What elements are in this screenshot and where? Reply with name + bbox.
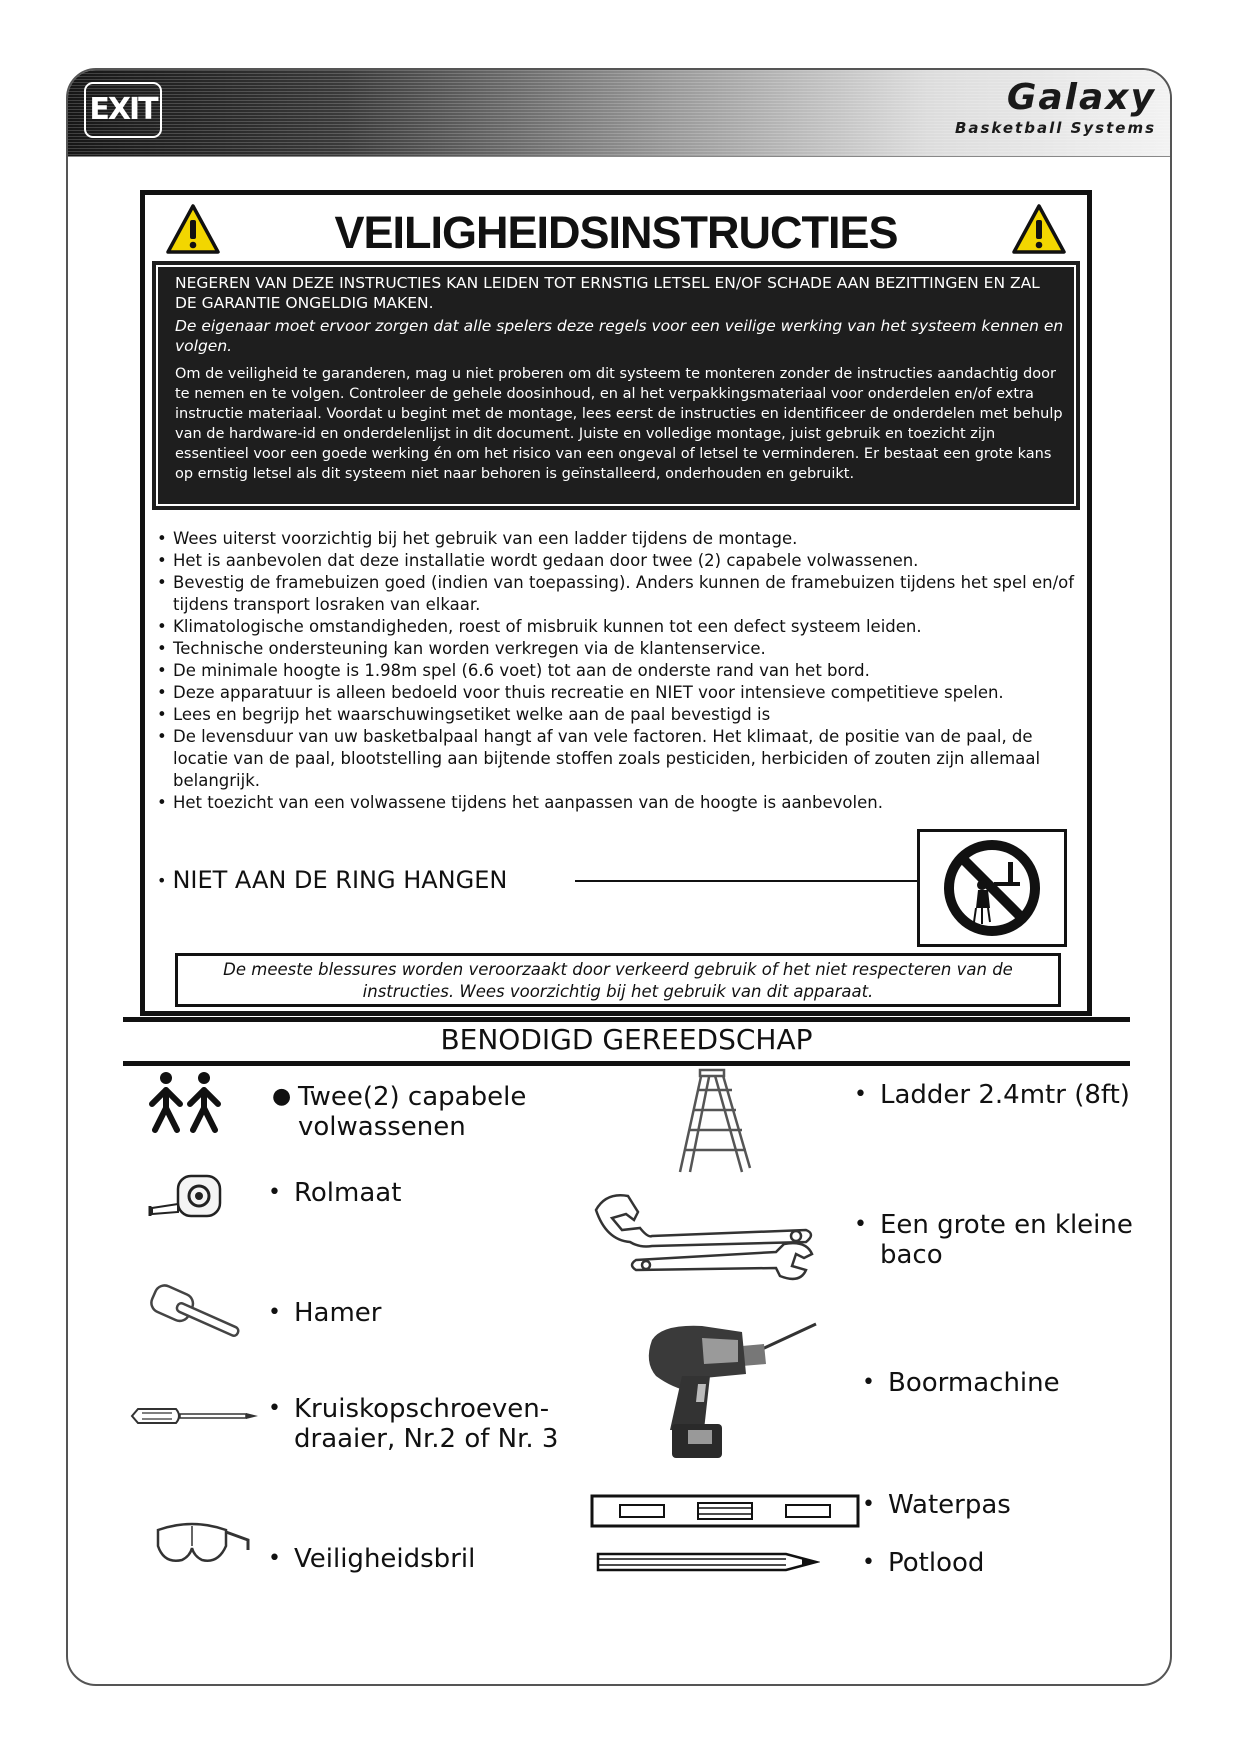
tool-drill-label: Boormachine <box>888 1368 1060 1398</box>
tool-safety-glasses-label: Veiligheidsbril <box>294 1544 476 1574</box>
safety-glasses-icon <box>152 1516 252 1572</box>
tool-hammer-label: Hamer <box>294 1298 382 1328</box>
ladder-icon <box>672 1068 752 1178</box>
list-item: • Technische ondersteuning kan worden verkregen via de klantenservice. <box>157 638 1087 660</box>
bullet-dot: • <box>862 1550 875 1575</box>
safety-instructions-box <box>140 190 1092 1016</box>
tool-wrenches-label: Een grote en kleine baco <box>880 1210 1133 1270</box>
screwdriver-icon <box>128 1402 262 1430</box>
tool-level <box>862 1490 1011 1520</box>
list-item: • De levensduur van uw basketbalpaal hangt af van vele factoren. Het klimaat, de positie van de paal, de locatie van de paal, blootstelling aan bijtende stoffen zoals pesticiden, herbiciden of zouten zijn allemaal belangrijk. <box>157 726 1087 792</box>
tool-ladder-label: Ladder 2.4mtr (8ft) <box>880 1080 1130 1110</box>
list-item: • Wees uiterst voorzichtig bij het gebruik van een ladder tijdens de montage. <box>157 528 1087 550</box>
safety-bullet-list <box>157 528 1087 814</box>
bullet-dot: • <box>854 1082 867 1107</box>
list-item: • Klimatologische omstandigheden, roest of misbruik kunnen tot een defect systeem leiden. <box>157 616 1087 638</box>
injury-note: De meeste blessures worden veroorzaakt door verkeerd gebruik of het niet respecteren van de instructies. Wees voorzichtig bij het gebruik van dit apparaat. <box>175 953 1061 1007</box>
ring-warning-leader-line <box>575 880 919 882</box>
brand-name: Galaxy <box>1006 77 1156 118</box>
tool-two-adults-label: Twee(2) capabele volwassenen <box>298 1082 527 1142</box>
ring-warning <box>157 865 507 896</box>
warning-panel <box>152 261 1080 510</box>
bullet-dot: • <box>862 1492 875 1517</box>
bullet-dot: • <box>268 1180 281 1205</box>
warning-caps-text: NEGEREN VAN DEZE INSTRUCTIES KAN LEIDEN TOT ERNSTIG LETSEL EN/OF SCHADE AAN BEZITTINGEN EN ZAL DE GARANTIE ONGELDIG MAKEN. <box>175 274 1040 312</box>
hammer-icon <box>144 1284 250 1354</box>
tool-pencil-label: Potlood <box>888 1548 985 1578</box>
tool-safety-glasses <box>268 1544 476 1574</box>
spirit-level-icon <box>590 1494 860 1528</box>
tool-level-label: Waterpas <box>888 1490 1011 1520</box>
page-header <box>68 70 1170 157</box>
no-hanging-icon <box>920 832 1064 944</box>
no-hanging-sign <box>917 829 1067 947</box>
bullet-dot: ● <box>272 1084 292 1109</box>
bullet-dot: • <box>268 1396 281 1421</box>
warning-body-text: Om de veiligheid te garanderen, mag u niet proberen om dit systeem te monteren zonder de instructies aandachtig door te nemen en te volgen. Controleer de gehele doosinhoud, en al het verpakkingsmateriaal voor onderdelen en/of extra instructie materiaal. Voordat u begint met de montage, lees eerst de instructies en identificeer de onderdelen met behulp van de hardware-id en onderdelenlijst in dit document. Juiste en volledige montage, juist gebruik en toezicht zijn essentieel voor een goede werking én om het risico van een ongeval of letsel te verminderen. Er bestaat een grote kans op ernstig letsel als dit systeem niet naar behoren is geïnstalleerd, onderhouden en gebruikt. <box>175 366 1063 482</box>
bullet-dot: • <box>268 1300 281 1325</box>
bullet-dot: • <box>854 1212 867 1237</box>
exit-logo: EXIT <box>84 82 162 138</box>
wrenches-icon <box>592 1190 820 1290</box>
galaxy-brand <box>955 78 1156 138</box>
tool-pencil <box>862 1548 985 1578</box>
brand-subtitle: Basketball Systems <box>954 119 1156 137</box>
tool-screwdriver <box>268 1394 584 1454</box>
tape-measure-icon <box>148 1172 226 1222</box>
tool-tape-measure <box>268 1178 402 1208</box>
list-item: • Het toezicht van een volwassene tijdens het aanpassen van de hoogte is aanbevolen. <box>157 792 1087 814</box>
tools-title: BENODIGD GEREEDSCHAP <box>440 1023 813 1056</box>
bullet-dot: • <box>268 1546 281 1571</box>
tool-ladder <box>854 1080 1130 1110</box>
list-item: • Het is aanbevolen dat deze installatie wordt gedaan door twee (2) capabele volwassenen. <box>157 550 1087 572</box>
list-item: • De minimale hoogte is 1.98m spel (6.6 voet) tot aan de onderste rand van het bord. <box>157 660 1087 682</box>
tool-tape-measure-label: Rolmaat <box>294 1178 402 1208</box>
tool-drill <box>862 1368 1060 1398</box>
pencil-icon <box>596 1550 820 1574</box>
two-adults-icon <box>146 1070 226 1134</box>
list-item: • Bevestig de framebuizen goed (indien van toepassing). Anders kunnen de framebuizen tijdens het spel en/of tijdens transport losraken van elkaar. <box>157 572 1087 616</box>
tool-two-adults <box>272 1082 558 1142</box>
list-item: • Lees en begrijp het waarschuwingsetiket welke aan de paal bevestigd is <box>157 704 1087 726</box>
section-divider <box>123 1061 1130 1066</box>
tool-wrenches <box>854 1210 1160 1270</box>
warning-triangle-icon <box>1011 203 1067 255</box>
bullet-dot: • <box>862 1370 875 1395</box>
warning-italic-text: De eigenaar moet ervoor zorgen dat alle spelers deze regels voor een veilige werking van het systeem kennen en volgen. <box>175 317 1064 355</box>
list-item: • Deze apparatuur is alleen bedoeld voor thuis recreatie en NIET voor intensieve competitieve spelen. <box>157 682 1087 704</box>
bullet-dot: • <box>157 871 167 890</box>
ring-warning-text: NIET AAN DE RING HANGEN <box>172 866 508 894</box>
tool-hammer <box>268 1298 382 1328</box>
tool-screwdriver-label: Kruiskopschroeven-draaier, Nr.2 of Nr. 3 <box>294 1394 559 1454</box>
drill-icon <box>642 1318 820 1464</box>
safety-title: VEILIGHEIDSINSTRUCTIES <box>334 207 898 258</box>
